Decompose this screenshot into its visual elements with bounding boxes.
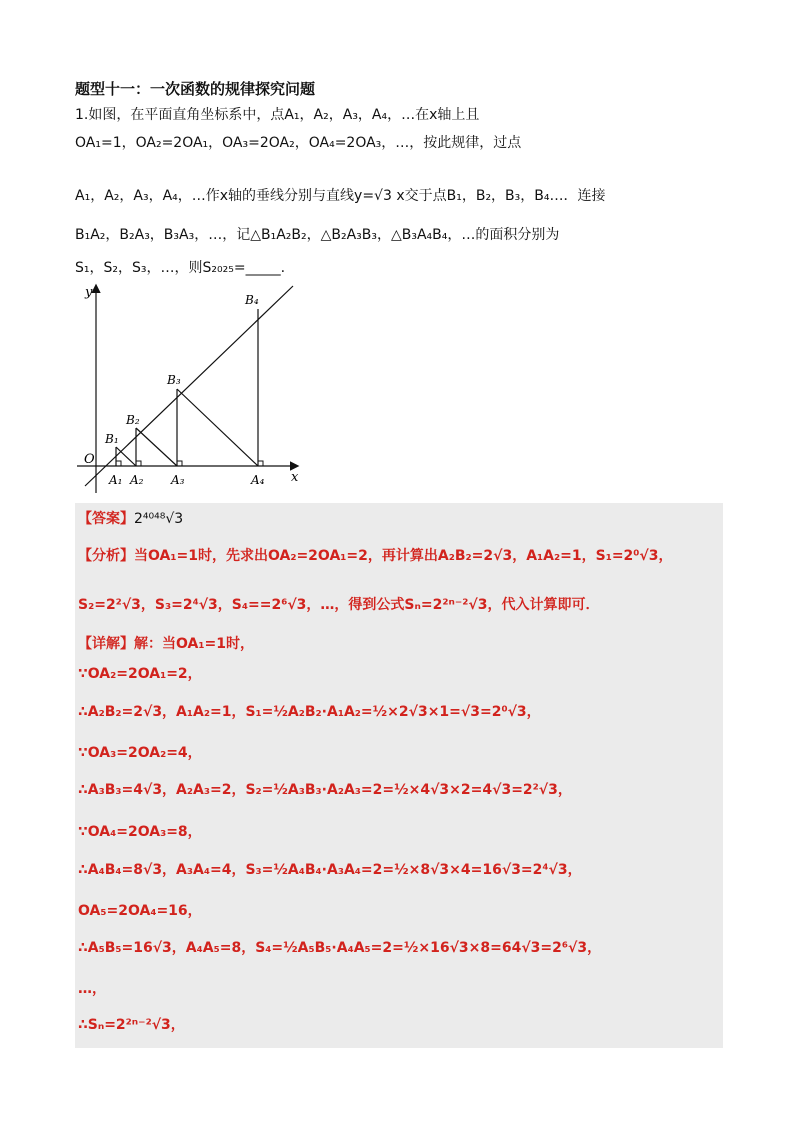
analysis-text-2: S₂=2²√3，S₃=2⁴√3，S₄==2⁶√3，…，得到公式Sₙ=2²ⁿ⁻²√3，代入计算即可． bbox=[78, 597, 600, 613]
step-1: ∵OA₂=2OA₁=2， bbox=[78, 666, 202, 682]
right-angle-a4 bbox=[258, 461, 263, 466]
origin-label: O bbox=[84, 452, 95, 467]
right-angle-a3 bbox=[177, 461, 182, 466]
segment-b1a2 bbox=[116, 447, 136, 466]
problem-line-5: S₁，S₂，S₃，…，则S₂₀₂₅=_____. bbox=[75, 260, 286, 276]
label-b4: B₄ bbox=[245, 293, 259, 307]
step-2: ∴A₂B₂=2√3，A₁A₂=1，S₁=½A₂B₂·A₁A₂=½×2√3×1=√3=2⁰√3， bbox=[78, 704, 541, 720]
label-a4: A₄ bbox=[251, 473, 265, 487]
label-a3: A₃ bbox=[171, 473, 185, 487]
problem-line-2: OA₁=1，OA₂=2OA₁，OA₃=2OA₂，OA₄=2OA₃，…，按此规律，过点 bbox=[75, 135, 522, 151]
analysis-line-1 bbox=[78, 545, 673, 565]
y-axis-label: y bbox=[85, 285, 93, 300]
answer-panel bbox=[75, 503, 723, 1048]
step-6: ∴A₄B₄=8√3，A₃A₄=4，S₃=½A₄B₄·A₃A₄=2=½×8√3×4=16√3=2⁴√3， bbox=[78, 862, 582, 878]
segment-b2a3 bbox=[136, 428, 177, 466]
step-4: ∴A₃B₃=4√3，A₂A₃=2，S₂=½A₃B₃·A₂A₃=2=½×4√3×2=4√3=2²√3， bbox=[78, 782, 572, 798]
label-b1: B₁ bbox=[105, 432, 119, 446]
step-7: OA₅=2OA₄=16， bbox=[78, 903, 202, 919]
analysis-line-2 bbox=[78, 594, 599, 614]
label-b2: B₂ bbox=[126, 413, 140, 427]
x-axis-label: x bbox=[291, 470, 299, 485]
answer-value: 2⁴⁰⁴⁸√3 bbox=[134, 511, 184, 527]
step-3: ∵OA₃=2OA₂=4， bbox=[78, 745, 202, 761]
analysis-text-1: 当OA₁=1时，先求出OA₂=2OA₁=2，再计算出A₂B₂=2√3，A₁A₂=1，S₁=2⁰√3， bbox=[134, 548, 673, 564]
problem-line-4: B₁A₂，B₂A₃，B₃A₃，…，记△B₁A₂B₂，△B₂A₃B₃，△B₃A₄B₄，…的面积分别为 bbox=[75, 227, 560, 243]
figure-svg bbox=[75, 280, 315, 495]
right-angle-a1 bbox=[116, 461, 121, 466]
problem-line-3: A₁，A₂，A₃，A₄，…作x轴的垂线分别与直线y=√3 x交于点B₁，B₂，B₃，B₄…．连接 bbox=[75, 188, 606, 204]
label-b3: B₃ bbox=[167, 373, 181, 387]
answer-label: 【答案】 bbox=[78, 511, 134, 527]
analysis-label: 【分析】 bbox=[78, 548, 134, 564]
problem-line-1: 1.如图，在平面直角坐标系中，点A₁，A₂，A₃，A₄，…在x轴上且 bbox=[75, 107, 480, 123]
step-10: ∴Sₙ=2²ⁿ⁻²√3， bbox=[78, 1017, 185, 1033]
detail-intro: 解：当OA₁=1时， bbox=[134, 636, 254, 652]
detail-intro-line bbox=[78, 633, 254, 653]
step-8: ∴A₅B₅=16√3，A₄A₅=8，S₄=½A₅B₅·A₄A₅=2=½×16√3×8=64√3=2⁶√3， bbox=[78, 940, 602, 956]
coordinate-figure bbox=[75, 280, 315, 499]
step-5: ∵OA₄=2OA₃=8， bbox=[78, 824, 202, 840]
right-angle-a2 bbox=[136, 461, 141, 466]
label-a2: A₂ bbox=[130, 473, 144, 487]
segment-b3a4 bbox=[177, 389, 258, 466]
label-a1: A₁ bbox=[109, 473, 123, 487]
detail-label: 【详解】 bbox=[78, 636, 134, 652]
answer-line bbox=[78, 508, 183, 528]
step-9: …， bbox=[78, 981, 106, 997]
section-title: 题型十一：一次函数的规律探究问题 bbox=[75, 80, 316, 98]
